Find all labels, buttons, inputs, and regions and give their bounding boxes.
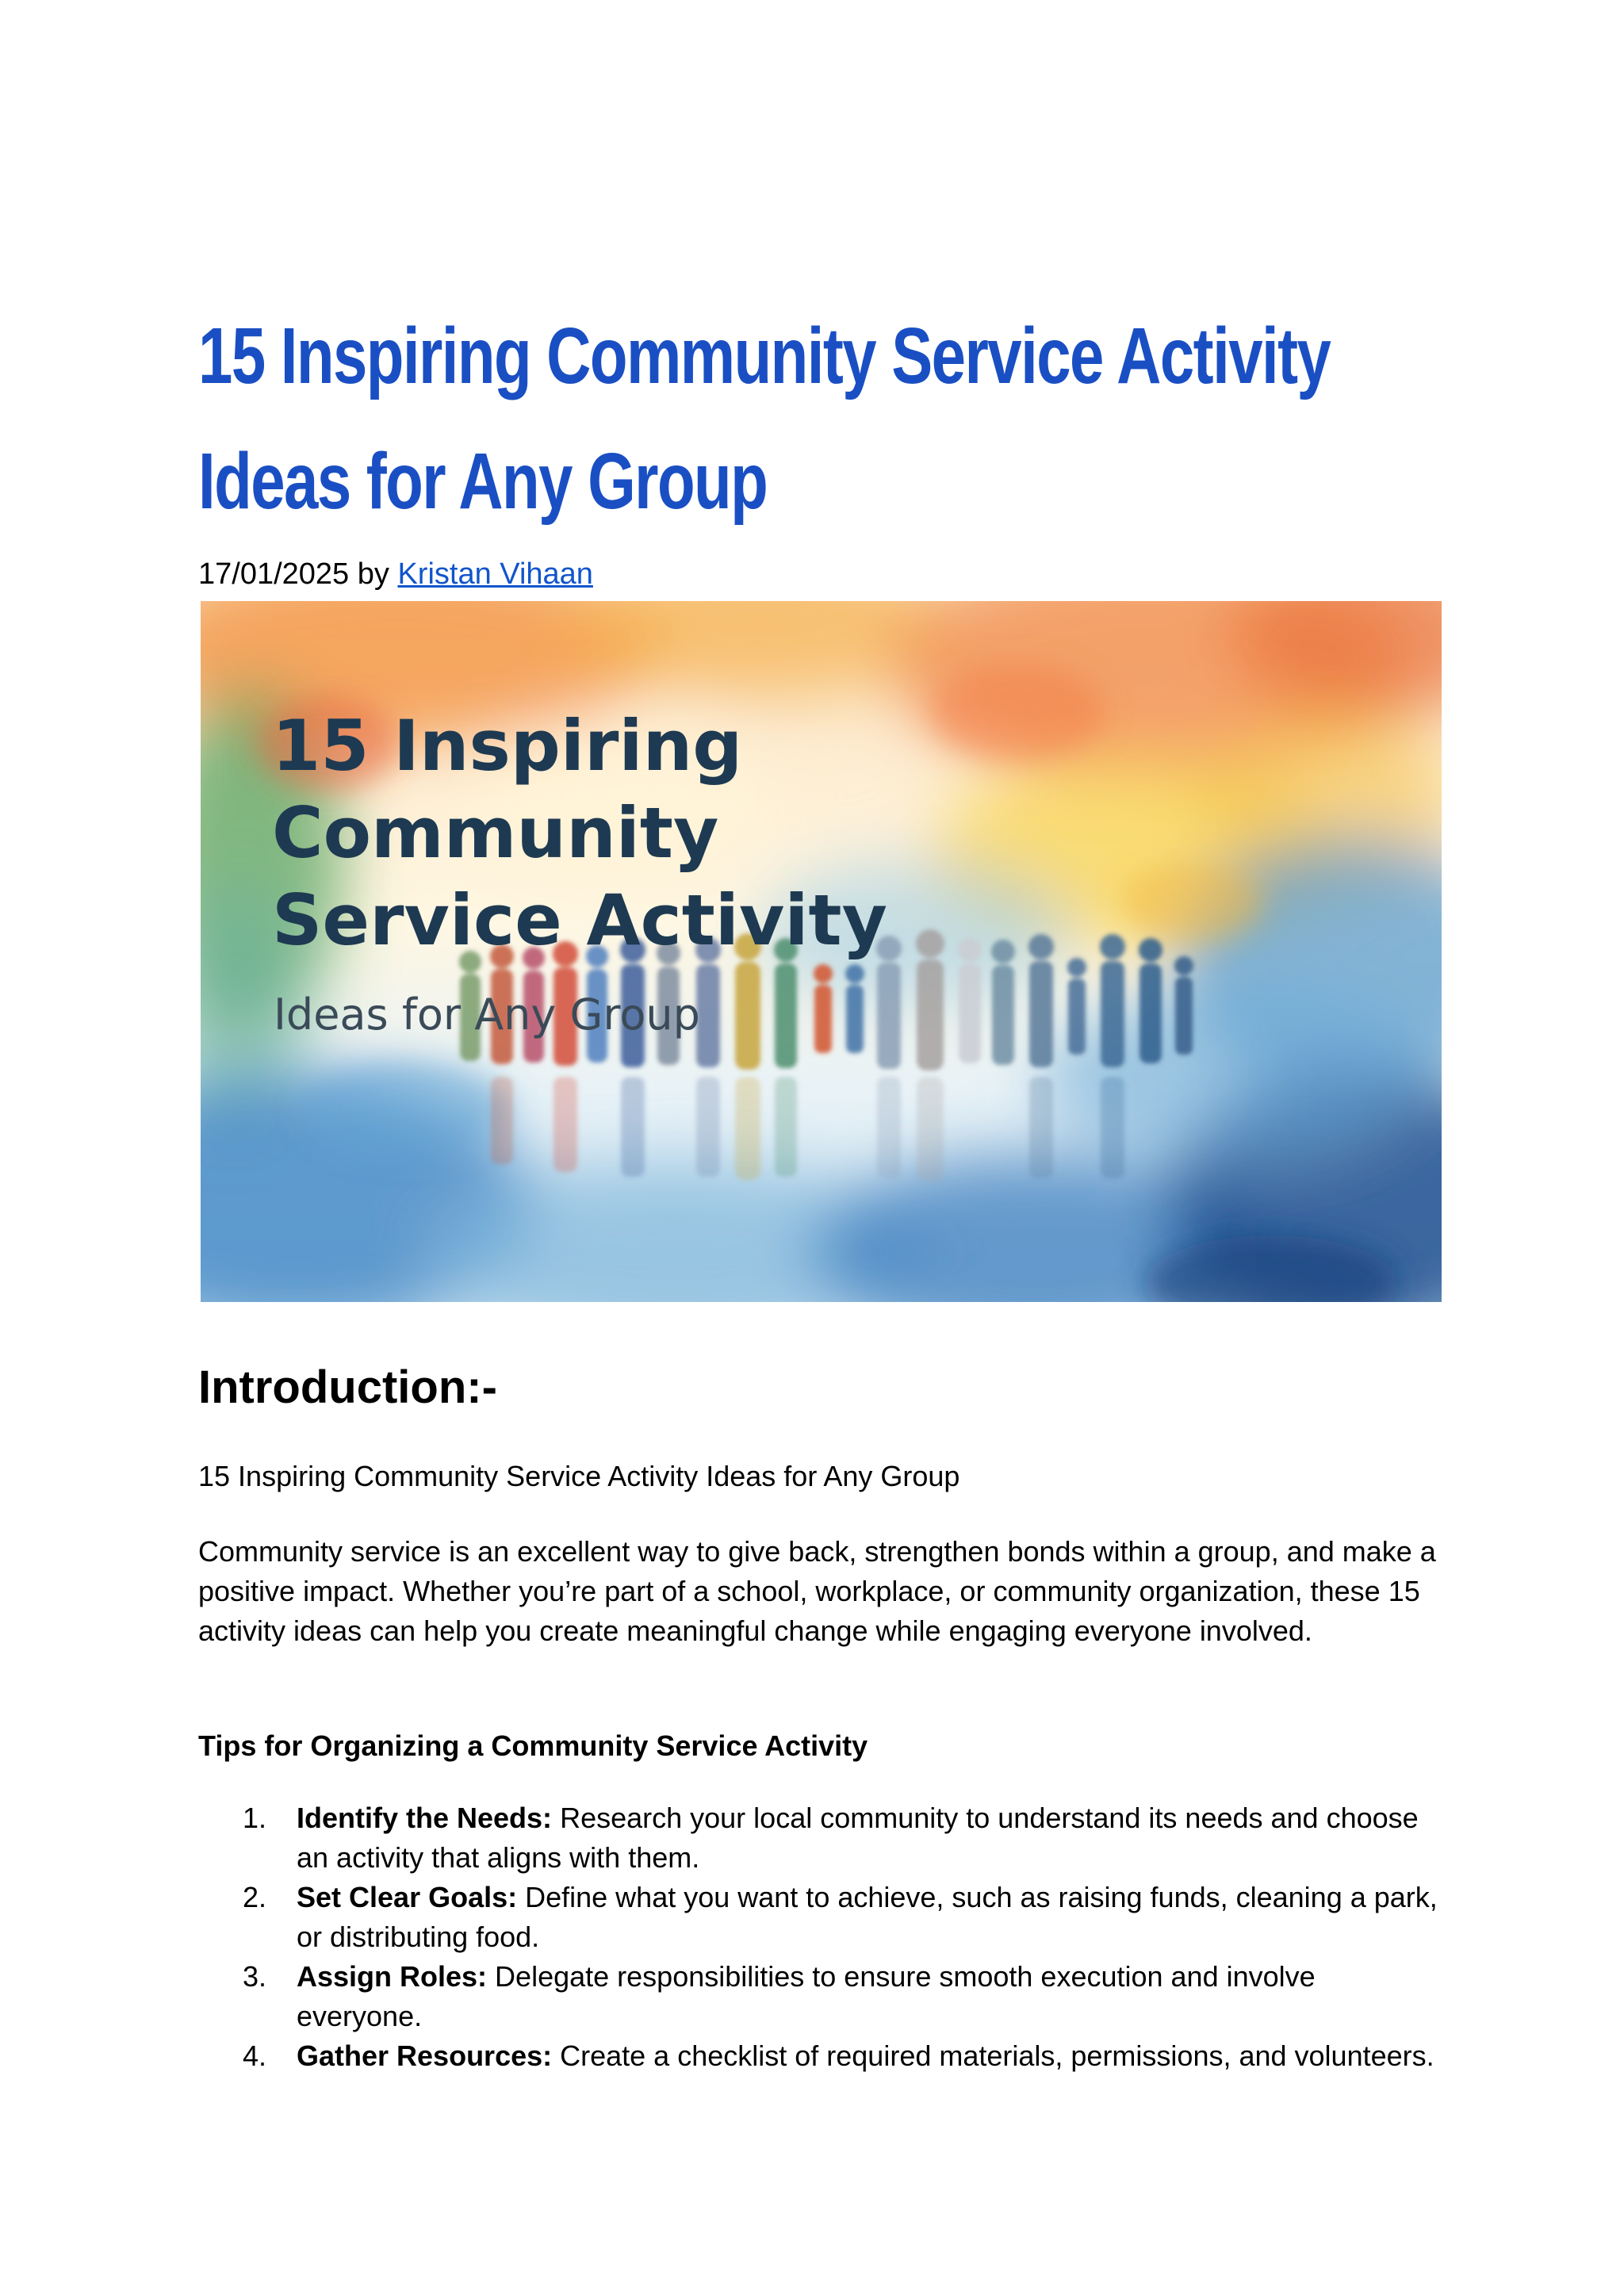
list-item-label: Assign Roles:	[297, 1960, 488, 1993]
list-item-label: Identify the Needs:	[297, 1802, 553, 1834]
author-link[interactable]: Kristan Vihaan	[397, 557, 593, 591]
list-item	[198, 1878, 1443, 1957]
hero-image	[201, 601, 1442, 1302]
list-item-number: 1.	[243, 1802, 267, 1834]
list-item-text: Create a checklist of required materials, permissions, and volunteers.	[552, 2039, 1434, 2072]
article-title-line-1: 15 Inspiring Community Service Activity	[198, 312, 1331, 400]
list-item-number: 4.	[243, 2039, 267, 2072]
list-item-text: Define what you want to achieve, such as raising funds, cleaning a park, or distributing food.	[297, 1881, 1438, 1953]
list-item-text: Delegate responsibilities to ensure smooth execution and involve everyone.	[297, 1960, 1316, 2032]
hero-title-line-2: Community	[272, 792, 719, 874]
list-item	[198, 1957, 1443, 2036]
article-title-line-2: Ideas for Any Group	[198, 437, 768, 526]
tips-list	[198, 1798, 1443, 2076]
list-item	[198, 1798, 1443, 1878]
list-item-number: 2.	[243, 1881, 267, 1913]
list-item-label: Set Clear Goals:	[297, 1881, 518, 1913]
list-item	[198, 2036, 1443, 2076]
byline-by: by	[357, 557, 389, 591]
hero-title-line-1: 15 Inspiring	[272, 705, 743, 787]
publish-date: 17/01/2025	[198, 557, 350, 591]
byline	[198, 555, 593, 593]
list-item-text: Research your local community to understand its needs and choose an activity that aligns with them.	[297, 1802, 1419, 1874]
article-title	[198, 293, 1331, 544]
hero-title	[272, 703, 887, 964]
hero-title-line-3: Service Activity	[272, 879, 887, 961]
list-item-number: 3.	[243, 1960, 267, 1993]
tips-heading: Tips for Organizing a Community Service Activity	[198, 1729, 868, 1762]
hero-subtitle: Ideas for Any Group	[274, 990, 700, 1040]
introduction-subtitle: 15 Inspiring Community Service Activity Ideas for Any Group	[198, 1460, 960, 1492]
introduction-heading: Introduction:-	[198, 1361, 497, 1413]
introduction-paragraph: Community service is an excellent way to give back, strengthen bonds within a group, and make a positive impact. Whether you’re part of a school, workplace, or community organization, these 15 activity ideas can help you create meaningful change while engaging everyone involved.	[198, 1535, 1436, 1647]
list-item-label: Gather Resources:	[297, 2039, 553, 2072]
